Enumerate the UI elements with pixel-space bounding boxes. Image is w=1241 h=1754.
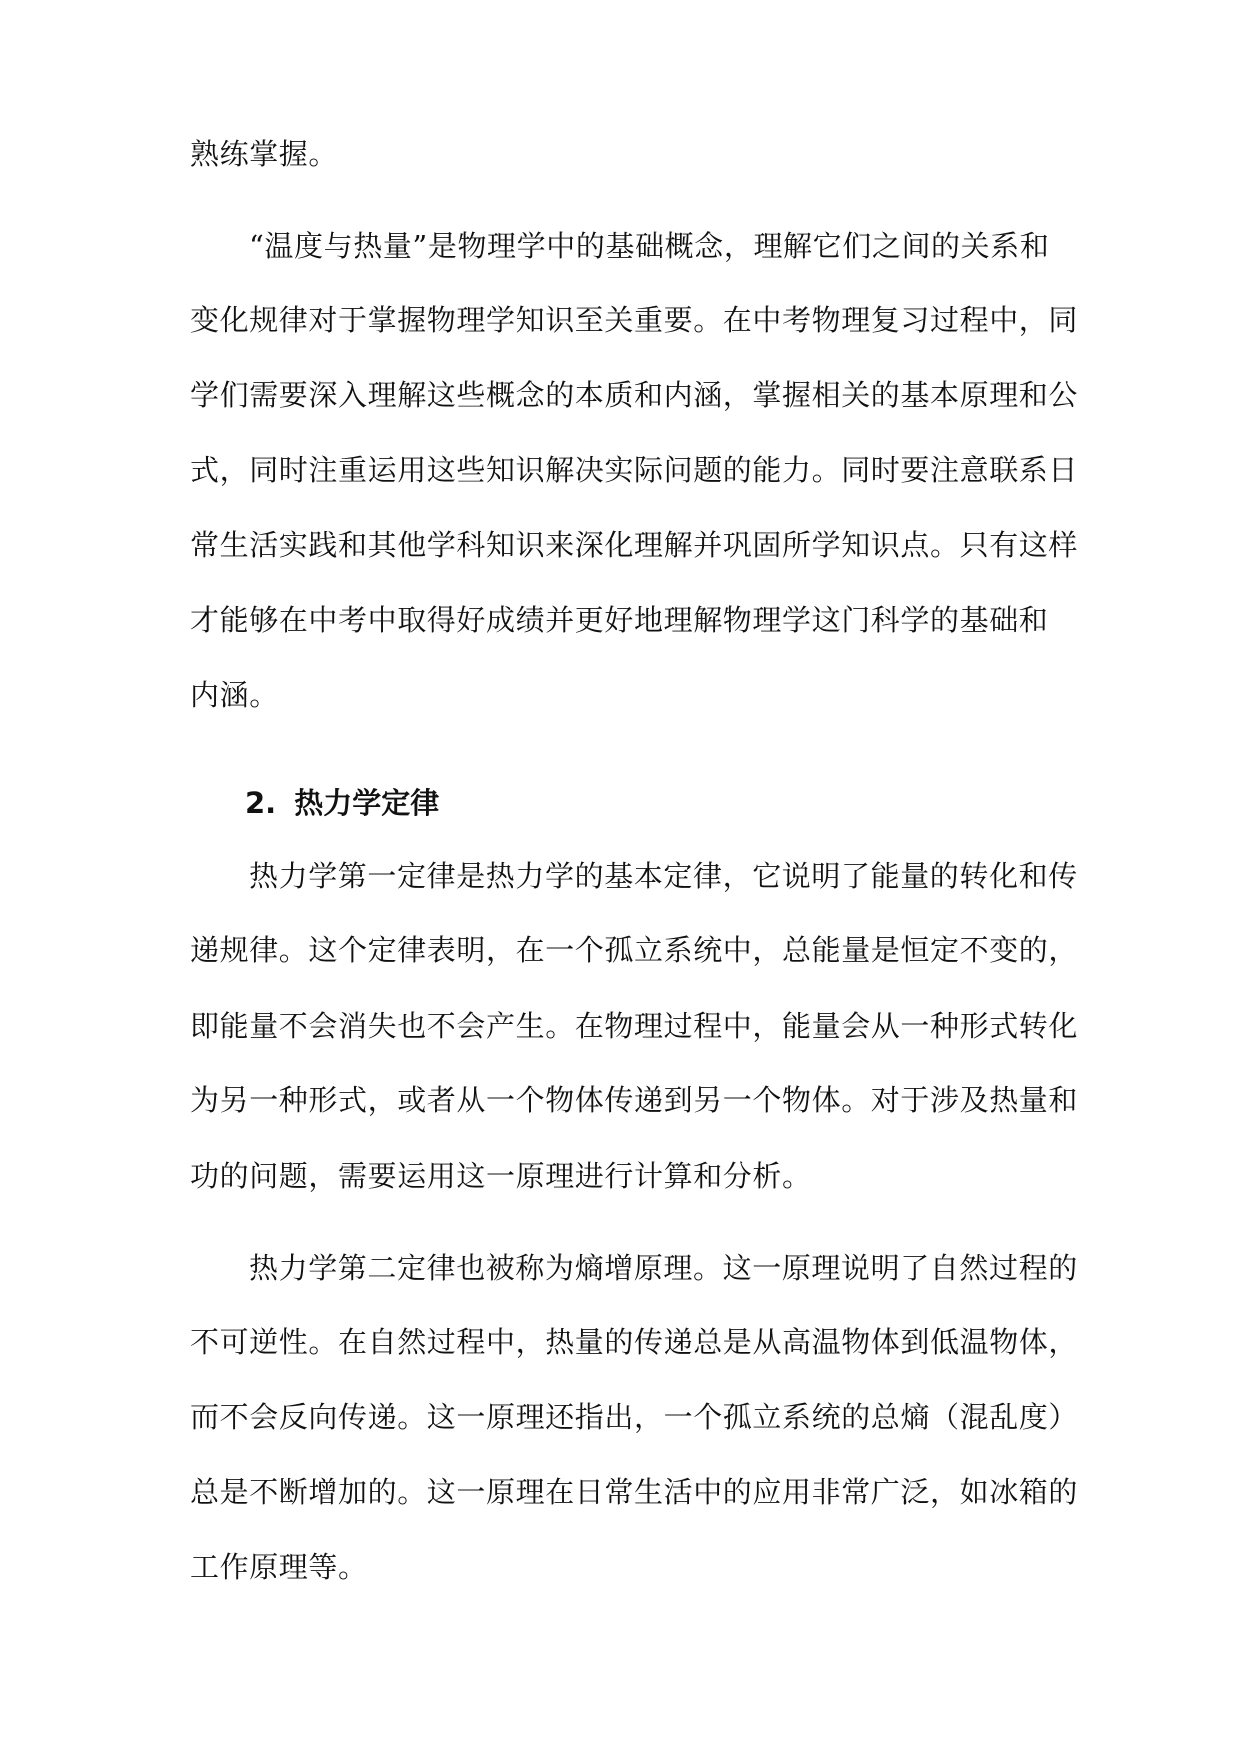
paragraph-2-line-7: 内涵。 [190,678,279,712]
paragraph-1-line-1: 熟练掌握。 [190,137,339,171]
paragraph-4-line-3: 而不会反向传递。这一原理还指出，一个孤立系统的总熵（混乱度） [190,1400,1079,1434]
paragraph-2-line-6: 才能够在中考中取得好成绩并更好地理解物理学这门科学的基础和 [190,603,1049,637]
paragraph-4-line-4: 总是不断增加的。这一原理在日常生活中的应用非常广泛，如冰箱的 [190,1475,1079,1509]
paragraph-2-line-5: 常生活实践和其他学科知识来深化理解并巩固所学知识点。只有这样 [190,528,1079,562]
paragraph-3-line-5: 功的问题，需要运用这一原理进行计算和分析。 [190,1159,812,1193]
paragraph-3-line-2: 递规律。这个定律表明，在一个孤立系统中，总能量是恒定不变的， [190,933,1079,967]
paragraph-2-line-1: “温度与热量”是物理学中的基础概念，理解它们之间的关系和 [249,229,1050,263]
paragraph-3-line-3: 即能量不会消失也不会产生。在物理过程中，能量会从一种形式转化 [190,1009,1079,1043]
section-title: 热力学定律 [294,786,440,820]
paragraph-2-line-2: 变化规律对于掌握物理学知识至关重要。在中考物理复习过程中，同 [190,303,1079,337]
paragraph-4-line-5: 工作原理等。 [190,1550,368,1584]
paragraph-3-line-4: 为另一种形式，或者从一个物体传递到另一个物体。对于涉及热量和 [190,1083,1079,1117]
paragraph-2-line-4: 式，同时注重运用这些知识解决实际问题的能力。同时要注意联系日 [190,453,1079,487]
paragraph-4-line-2: 不可逆性。在自然过程中，热量的传递总是从高温物体到低温物体， [190,1325,1079,1359]
paragraph-4-line-1: 热力学第二定律也被称为熵增原理。这一原理说明了自然过程的 [249,1251,1078,1285]
paragraph-2-line-3: 学们需要深入理解这些概念的本质和内涵，掌握相关的基本原理和公 [190,378,1079,412]
section-heading [245,783,439,823]
section-number: 2. [245,786,277,820]
paragraph-3-line-1: 热力学第一定律是热力学的基本定律，它说明了能量的转化和传 [249,859,1078,893]
